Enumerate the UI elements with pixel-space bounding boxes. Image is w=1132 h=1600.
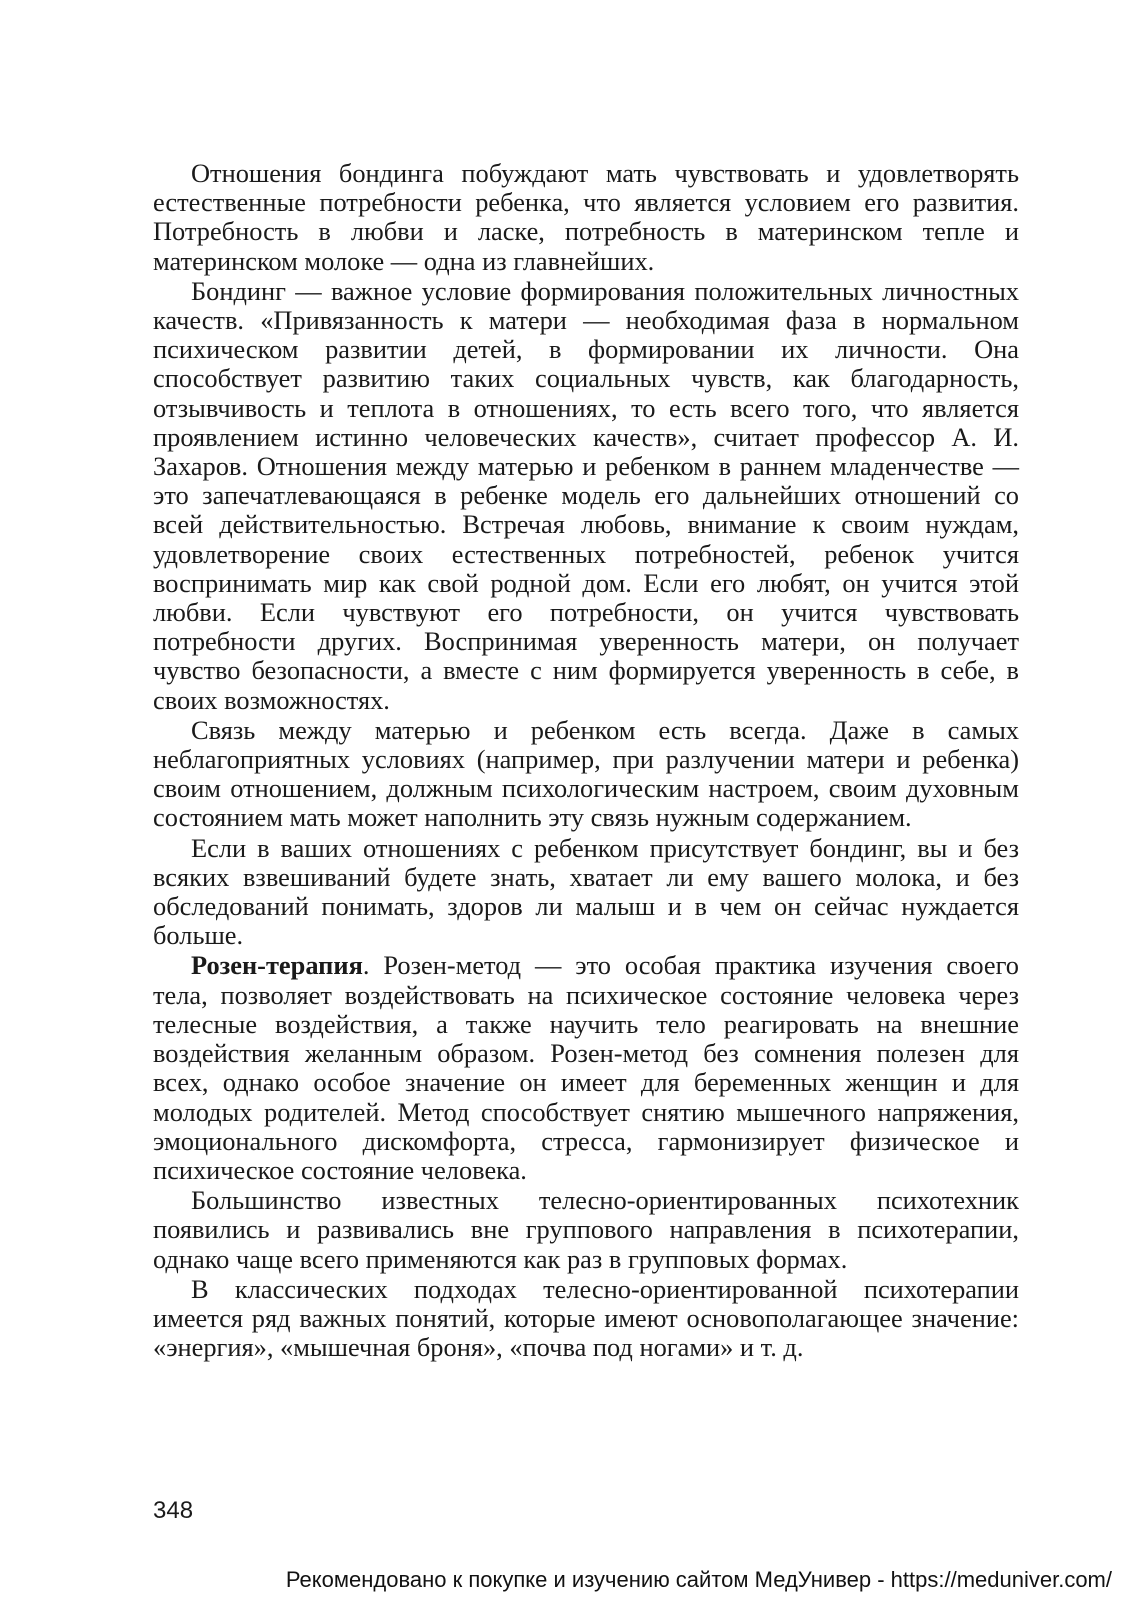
page-number: 348 (153, 1497, 194, 1524)
paragraph-rosen-therapy (153, 951, 1019, 1185)
paragraph-text: . Розен-метод — это особая практика изучения своего тела, позволяет воздействовать на психическое состояние человека через телесные воздействия, а также научить тело реагировать на внешние воздействия желанным образом. Розен-метод без сомнения полезен для всех, однако особое значение он имеет для беременных женщин и для молодых родителей. Метод способствует снятию мышечного напряжения, эмоционального дискомфорта, стресса, гармонизирует физическое и психическое состояние человека. (153, 950, 1019, 1185)
paragraph: Связь между матерью и ребенком есть всегда. Даже в самых неблагоприятных условиях (например, при разлучении матери и ребенка) своим отношением, должным психологическим настроем, своим духовным состоянием мать может наполнить эту связь нужным содержанием. (153, 714, 1019, 833)
body-text (153, 159, 1019, 1363)
paragraph: Отношения бондинга побуждают мать чувствовать и удовлетворять естественные потребности ребенка, что является условием его развития. Потребность в любви и ласке, потребность в материнском тепле и материнском молоке — одна из главнейших. (153, 158, 1019, 276)
paragraph: Большинство известных телесно-ориентированных психотехник появились и развивались вне группового направления в психотерапии, однако чаще всего применяются как раз в групповых формах. (153, 1185, 1019, 1274)
paragraph: Если в ваших отношениях с ребенком присутствует бондинг, вы и без всяких взвешиваний будете знать, хватает ли ему вашего молока, и без обследований понимать, здоров ли малыш и в чем он сейчас нуждается больше. (153, 832, 1019, 951)
paragraph: В классических подходах телесно-ориентированной психотерапии имеется ряд важных понятий, которые имеют основополагающее значение: «энергия», «мышечная броня», «почва под ногами» и т. д. (153, 1273, 1019, 1363)
term-heading: Розен-терапия (191, 950, 363, 981)
paragraph: Бондинг — важное условие формирования положительных личностных качеств. «Привязанность к матери — необходимая фаза в нормальном психическом развитии детей, в формировании их личности. Она способствует развитию таких социальных чувств, как благодарность, отзывчивость и теплота в отношениях, то есть всего того, что является проявлением истинно человеческих качеств», считает профессор А. И. Захаров. Отношения между матерью и ребенком в раннем младенчестве — это запечатлевающаяся в ребенке модель его дальнейших отношений со всей действительностью. Встречая любовь, внимание к своим нуждам, удовлетворение своих естественных потребностей, ребенок учится воспринимать мир как свой родной дом. Если его любят, он учится этой любви. Если чувствуют его потребности, он учится чувствовать потребности других. Воспринимая уверенность матери, он получает чувство безопасности, а вместе с ним формируется уверенность в себе, в своих возможностях. (153, 275, 1019, 715)
footer-note: Рекомендовано к покупке и изучению сайтом МедУнивер - https://meduniver.com/ (285, 1567, 1112, 1592)
